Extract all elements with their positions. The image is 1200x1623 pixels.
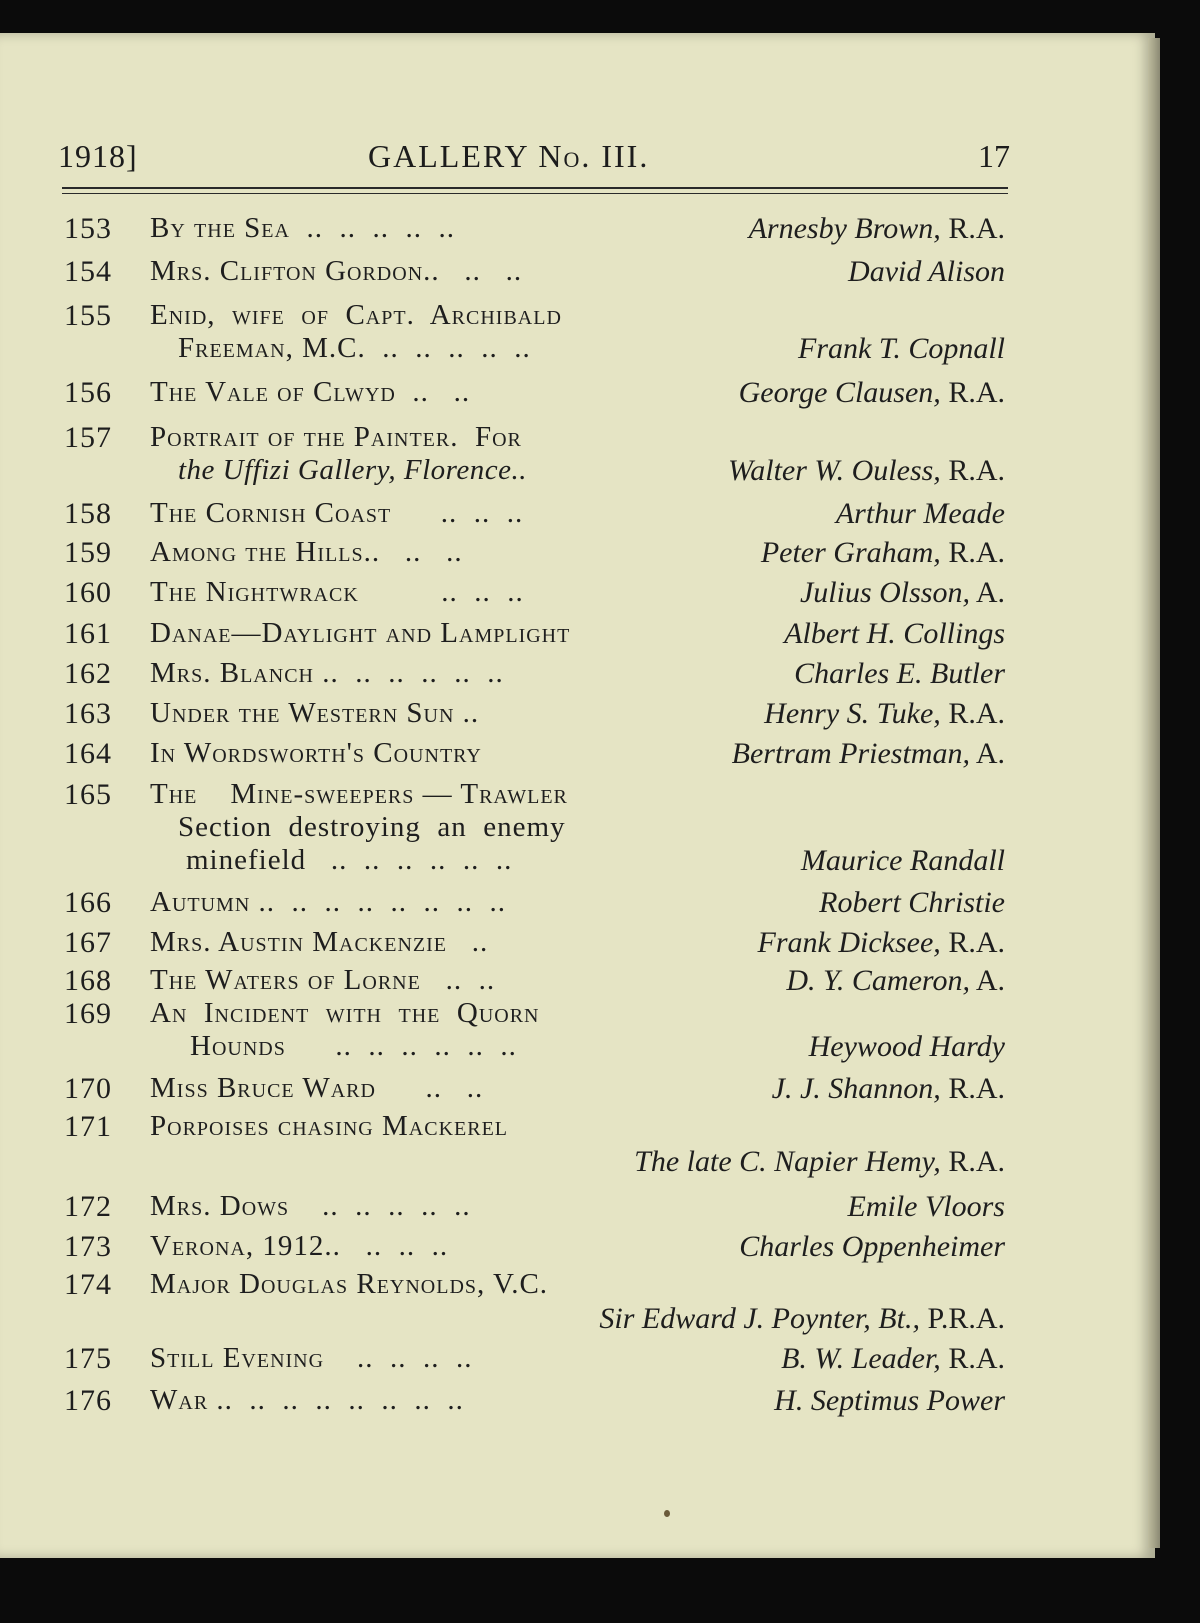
entry-title: Miss Bruce Ward .. .. — [150, 1072, 484, 1104]
entry-number: 168 — [64, 964, 112, 997]
entry-title: Verona, 1912.. .. .. .. — [150, 1230, 449, 1262]
ink-blot — [664, 1510, 670, 1517]
entry-title: In Wordsworth's Country — [150, 737, 482, 769]
entry-title: The Nightwrack .. .. .. — [150, 576, 524, 608]
entry-number: 166 — [64, 886, 112, 919]
catalogue-entry — [0, 1072, 1155, 1112]
artist-suffix: A. — [969, 964, 1005, 997]
artist-suffix: R.A. — [940, 536, 1005, 569]
catalogue-entry-continuation — [0, 1030, 1155, 1070]
catalogue-entry-continuation — [0, 454, 1155, 494]
entry-artist — [794, 657, 1005, 691]
entry-title: Enid, wife of Capt. Archibald — [150, 299, 562, 331]
entry-number: 164 — [64, 737, 112, 770]
artist-name: Arnesby Brown, — [748, 212, 941, 245]
artist-suffix: P.R.A. — [919, 1302, 1005, 1335]
entry-artist — [809, 1030, 1005, 1064]
entry-number: 156 — [64, 376, 112, 409]
entry-title-continuation: Section destroying an enemy — [178, 811, 566, 843]
header-year: 1918] — [58, 138, 138, 174]
entry-title-continuation: Freeman, M.C. .. .. .. .. .. — [178, 332, 531, 364]
entry-number: 173 — [64, 1230, 112, 1263]
entry-number: 175 — [64, 1342, 112, 1375]
catalogue-entry-continuation — [0, 1302, 1155, 1342]
catalogue-entry — [0, 376, 1155, 416]
catalogue-entry — [0, 1110, 1155, 1150]
artist-name: The late C. Napier Hemy, — [634, 1145, 941, 1178]
entry-number: 169 — [64, 997, 112, 1030]
artist-suffix: A. — [969, 576, 1005, 609]
artist-name: J. J. Shannon, — [771, 1072, 941, 1105]
entry-title: Major Douglas Reynolds, V.C. — [150, 1268, 549, 1300]
artist-name: H. Septimus Power — [774, 1384, 1005, 1417]
entry-title: Still Evening .. .. .. .. — [150, 1342, 473, 1374]
entry-artist — [848, 255, 1005, 289]
artist-name: Charles E. Butler — [794, 657, 1005, 690]
entry-title-continuation: minefield .. .. .. .. .. .. — [186, 844, 513, 876]
catalogue-entry — [0, 1190, 1155, 1230]
entry-artist — [819, 886, 1005, 920]
entry-title: Porpoises chasing Mackerel — [150, 1110, 508, 1142]
artist-suffix: R.A. — [940, 697, 1005, 730]
entry-number: 170 — [64, 1072, 112, 1105]
entry-artist — [758, 926, 1005, 960]
catalogue-entry — [0, 1342, 1155, 1382]
entry-artist — [784, 617, 1005, 651]
artist-name: Albert H. Collings — [784, 617, 1005, 650]
entry-title: By the Sea .. .. .. .. .. — [150, 212, 455, 244]
artist-name: Bertram Priestman, — [731, 737, 970, 770]
entry-title: An Incident with the Quorn — [150, 997, 540, 1029]
entry-title: Mrs. Clifton Gordon.. .. .. — [150, 255, 523, 287]
entry-artist — [836, 497, 1005, 531]
artist-name: David Alison — [848, 255, 1005, 288]
artist-name: B. W. Leader, — [781, 1342, 941, 1375]
artist-suffix: R.A. — [940, 1145, 1005, 1178]
catalogue-entry — [0, 255, 1155, 295]
catalogue-entry — [0, 617, 1155, 657]
entry-title: The Mine-sweepers — Trawler — [150, 778, 568, 810]
entry-number: 155 — [64, 299, 112, 332]
catalogue-entry-continuation — [0, 332, 1155, 372]
entry-title: Mrs. Blanch .. .. .. .. .. .. — [150, 657, 504, 689]
entry-title: Mrs. Austin Mackenzie .. — [150, 926, 489, 958]
entry-number: 167 — [64, 926, 112, 959]
catalogue-entry — [0, 536, 1155, 576]
entry-artist — [739, 376, 1005, 410]
entry-title: The Cornish Coast .. .. .. — [150, 497, 524, 529]
entry-artist — [761, 536, 1005, 570]
entry-title-continuation: the Uffizi Gallery, Florence.. — [178, 454, 527, 486]
entry-title: Portrait of the Painter. For — [150, 421, 522, 453]
artist-name: Henry S. Tuke, — [764, 697, 941, 730]
entry-title: The Vale of Clwyd .. .. — [150, 376, 471, 408]
artist-name: Emile Vloors — [847, 1190, 1005, 1223]
entry-title-continuation: Hounds .. .. .. .. .. .. — [190, 1030, 517, 1062]
artist-suffix: R.A. — [940, 376, 1005, 409]
artist-name: Walter W. Ouless, — [728, 454, 941, 487]
catalogue-entry — [0, 657, 1155, 697]
artist-suffix: A. — [969, 737, 1005, 770]
entry-artist — [599, 1302, 1005, 1336]
entry-number: 157 — [64, 421, 112, 454]
entry-number: 174 — [64, 1268, 112, 1301]
entry-number: 161 — [64, 617, 112, 650]
artist-name: Frank T. Copnall — [798, 332, 1005, 365]
catalogue-entry — [0, 576, 1155, 616]
artist-name: Arthur Meade — [835, 497, 1005, 530]
entry-title: Mrs. Dows .. .. .. .. .. — [150, 1190, 471, 1222]
entry-artist — [772, 1072, 1005, 1106]
artist-name: Heywood Hardy — [808, 1030, 1005, 1063]
catalogue-entry — [0, 697, 1155, 737]
artist-name: D. Y. Cameron, — [786, 964, 970, 997]
entry-title: Among the Hills.. .. .. — [150, 536, 463, 568]
artist-suffix: R.A. — [940, 454, 1005, 487]
artist-suffix: R.A. — [940, 212, 1005, 245]
entry-artist — [634, 1145, 1005, 1179]
entry-artist — [800, 576, 1005, 610]
catalogue-entry — [0, 926, 1155, 966]
catalogue-entry-continuation — [0, 844, 1155, 884]
entry-artist — [728, 454, 1005, 488]
artist-suffix: R.A. — [940, 1342, 1005, 1375]
artist-name: Frank Dicksee, — [757, 926, 941, 959]
entry-number: 158 — [64, 497, 112, 530]
entry-title: War .. .. .. .. .. .. .. .. — [150, 1384, 464, 1416]
entry-artist — [774, 1384, 1005, 1418]
entry-artist — [786, 964, 1005, 998]
entry-artist — [739, 1230, 1005, 1264]
artist-name: Julius Olsson, — [799, 576, 970, 609]
entry-number: 160 — [64, 576, 112, 609]
entry-number: 176 — [64, 1384, 112, 1417]
catalogue-entry — [0, 212, 1155, 252]
entry-artist — [764, 697, 1005, 731]
entry-title: Autumn .. .. .. .. .. .. .. .. — [150, 886, 507, 918]
entry-number: 154 — [64, 255, 112, 288]
artist-name: Peter Graham, — [760, 536, 941, 569]
catalogue-entry — [0, 1230, 1155, 1270]
entry-artist — [732, 737, 1005, 771]
entry-number: 171 — [64, 1110, 112, 1143]
artist-name: Maurice Randall — [800, 844, 1005, 877]
entry-number: 162 — [64, 657, 112, 690]
catalogue-entry — [0, 497, 1155, 537]
catalogue-entry — [0, 1384, 1155, 1424]
entry-title: The Waters of Lorne .. .. — [150, 964, 496, 996]
artist-name: Robert Christie — [819, 886, 1005, 919]
artist-suffix: R.A. — [940, 1072, 1005, 1105]
artist-name: George Clausen, — [738, 376, 941, 409]
entry-artist — [801, 844, 1005, 878]
artist-name: Sir Edward J. Poynter, Bt., — [599, 1302, 920, 1335]
catalogue-entry — [0, 886, 1155, 926]
entry-artist — [781, 1342, 1005, 1376]
artist-suffix: R.A. — [940, 926, 1005, 959]
catalogue-entry-continuation — [0, 1145, 1155, 1185]
header-page-number: 17 — [978, 138, 1010, 174]
entry-artist — [848, 1190, 1006, 1224]
entry-number: 159 — [64, 536, 112, 569]
entry-number: 165 — [64, 778, 112, 811]
entry-number: 163 — [64, 697, 112, 730]
header-title: GALLERY No. III. — [368, 138, 650, 174]
artist-name: Charles Oppenheimer — [739, 1230, 1005, 1263]
entry-number: 153 — [64, 212, 112, 245]
catalogue-entry — [0, 737, 1155, 777]
entry-artist — [749, 212, 1005, 246]
entry-artist — [798, 332, 1005, 366]
entry-number: 172 — [64, 1190, 112, 1223]
entry-title: Danae—Daylight and Lamplight — [150, 617, 571, 649]
entry-title: Under the Western Sun .. — [150, 697, 480, 729]
